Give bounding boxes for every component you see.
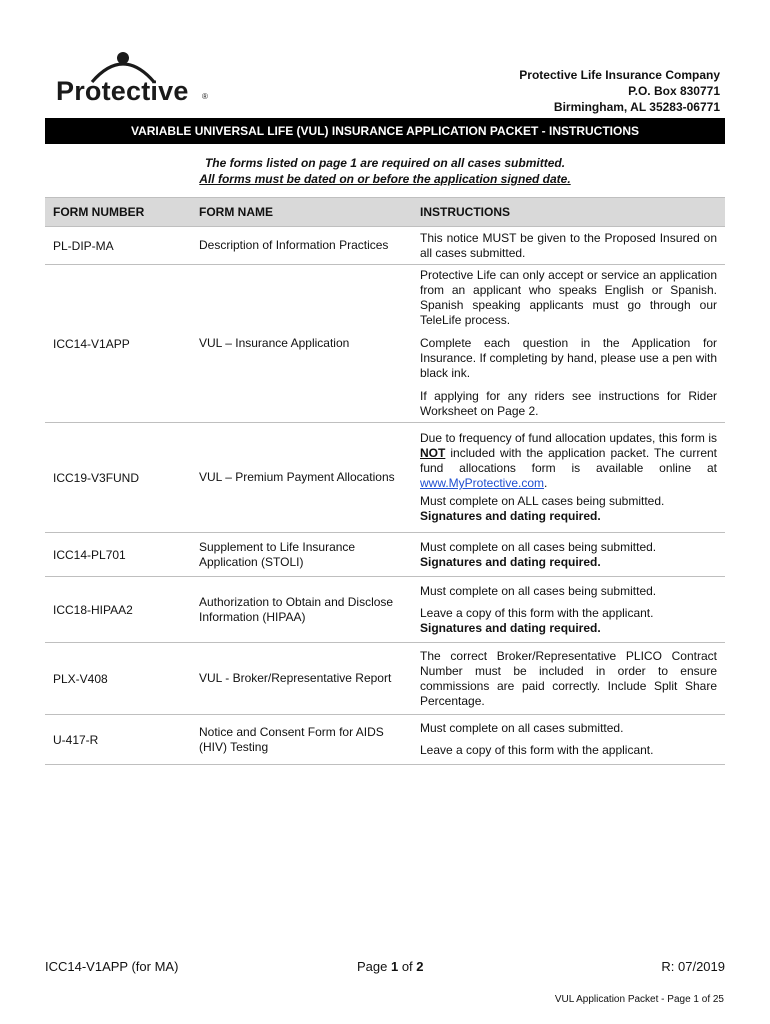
instruction-text: Must complete on all cases being submitted.	[420, 539, 657, 554]
form-number: ICC14-V1APP	[45, 265, 191, 423]
page-prefix: Page	[357, 959, 391, 974]
instruction-text: Leave a copy of this form with the applicant.	[420, 605, 654, 620]
instruction-text: If applying for any riders see instructions for Rider Worksheet on Page 2.	[420, 389, 717, 418]
page-footer	[45, 959, 725, 979]
form-instructions	[412, 533, 725, 577]
registered-mark: ®	[202, 92, 208, 101]
instruction-text: Complete each question in the Application for Insurance. If completing by hand, please use a pen with black ink.	[420, 336, 717, 380]
instruction-text: Leave a copy of this form with the applicant.	[420, 743, 654, 757]
instruction-text: The correct Broker/Representative PLICO Contract Number must be included in order to ensure commissions are paid correctly. Include Split Share Percentage.	[420, 648, 717, 708]
page-current: 1	[390, 959, 399, 974]
page-of: of	[398, 959, 417, 974]
form-instructions	[412, 643, 725, 715]
company-name: Protective Life Insurance Company	[519, 68, 720, 82]
form-name: VUL – Premium Payment Allocations	[191, 423, 412, 533]
note-line-2: All forms must be dated on or before the application signed date.	[199, 172, 571, 186]
form-number: ICC19-V3FUND	[45, 423, 191, 533]
signature-required-text: Signatures and dating required.	[420, 554, 601, 569]
header-instructions: INSTRUCTIONS	[412, 198, 725, 227]
logo-wordmark: Protective	[56, 76, 189, 106]
instruction-text: This notice MUST be given to the Proposed Insured on all cases submitted.	[420, 230, 717, 260]
form-number: U-417-R	[45, 715, 191, 765]
table-row	[45, 643, 725, 715]
form-name: Supplement to Life Insurance Application (STOLI)	[191, 533, 412, 577]
company-address-block	[519, 67, 720, 115]
form-number: ICC18-HIPAA2	[45, 577, 191, 643]
instruction-part: Due to frequency of fund allocation updates, this form is	[420, 431, 717, 445]
table-row	[45, 423, 725, 533]
table-row	[45, 227, 725, 265]
form-name: Notice and Consent Form for AIDS (HIV) Testing	[191, 715, 412, 765]
footer-revision: R: 07/2019	[661, 959, 725, 974]
table-row	[45, 577, 725, 643]
form-instructions	[412, 715, 725, 765]
not-emphasis: NOT	[420, 446, 446, 460]
header-form-number: FORM NUMBER	[45, 198, 191, 227]
form-number: ICC14-PL701	[45, 533, 191, 577]
form-instructions	[412, 423, 725, 533]
company-po-box: P.O. Box 830771	[628, 84, 720, 98]
form-name: VUL – Insurance Application	[191, 265, 412, 423]
protective-logo	[56, 50, 216, 106]
table-row	[45, 533, 725, 577]
forms-table	[45, 197, 725, 765]
instruction-text: Must complete on all cases being submitted.	[420, 583, 657, 598]
page-total: 2	[416, 959, 424, 974]
instruction-text	[420, 431, 717, 491]
company-city: Birmingham, AL 35283-06771	[553, 100, 720, 114]
signature-required-text: Signatures and dating required.	[420, 620, 601, 635]
myprotective-link[interactable]: www.MyProtective.com	[420, 476, 545, 490]
instruction-part: included with the application packet. The current fund allocations form is available online at	[420, 446, 717, 475]
header-form-name: FORM NAME	[191, 198, 412, 227]
required-forms-note	[45, 155, 725, 187]
packet-title-banner: VARIABLE UNIVERSAL LIFE (VUL) INSURANCE APPLICATION PACKET - INSTRUCTIONS	[45, 118, 725, 144]
table-row	[45, 265, 725, 423]
instruction-text: Protective Life can only accept or service an application from an applicant who speaks English or Spanish. Spanish speaking applicants must go through our TeleLife process.	[420, 268, 717, 327]
form-name: Authorization to Obtain and Disclose Information (HIPAA)	[191, 577, 412, 643]
form-name: VUL - Broker/Representative Report	[191, 643, 412, 715]
note-line-1: The forms listed on page 1 are required on all cases submitted.	[204, 156, 566, 170]
footer-form-id: ICC14-V1APP (for MA)	[45, 959, 179, 974]
signature-required-text: Signatures and dating required.	[420, 509, 601, 523]
form-instructions	[412, 577, 725, 643]
table-header-row	[45, 198, 725, 227]
footer-page-number	[357, 959, 424, 974]
form-name: Description of Information Practices	[191, 227, 412, 265]
form-instructions	[412, 265, 725, 423]
packet-page-label: VUL Application Packet - Page 1 of 25	[554, 994, 724, 1005]
table-row	[45, 715, 725, 765]
instruction-text: Must complete on ALL cases being submitted.	[420, 494, 665, 508]
form-instructions	[412, 227, 725, 265]
form-number: PL-DIP-MA	[45, 227, 191, 265]
instruction-part: .	[544, 476, 548, 490]
instruction-text: Must complete on all cases submitted.	[420, 721, 624, 735]
form-number: PLX-V408	[45, 643, 191, 715]
